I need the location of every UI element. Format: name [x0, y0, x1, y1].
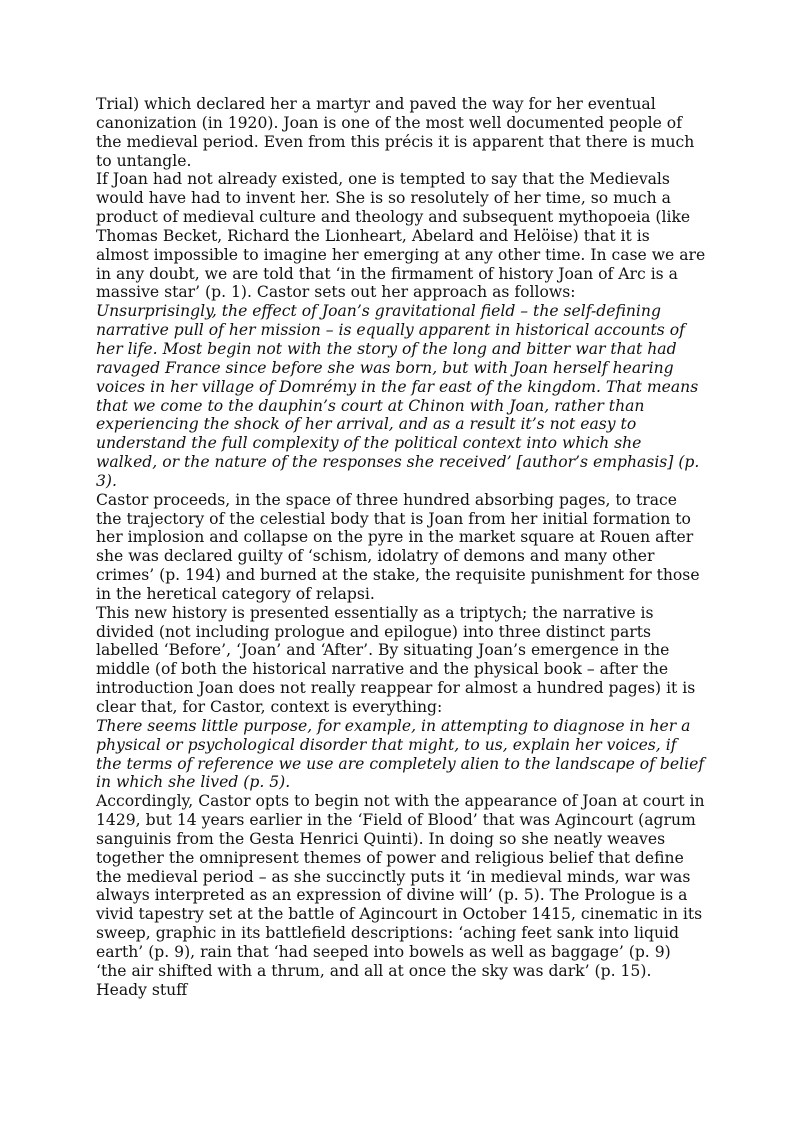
block-quote: Unsurprisingly, the effect of Joan’s gravitational field – the self-defining narrative pull of her mission – is equally apparent in historical accounts of her life. Most begin not with the story of the long and bitter war that had ravaged France since before she was born, but with Joan herself hearing voices in her village of Domrémy in the far east of the kingdom. That means that we come to the dauphin’s court at Chinon with Joan, rather than experiencing the shock of her arrival, and as a result it’s not easy to understand the full complexity of the political context into which she walked, or the nature of the responses she received’ [author’s emphasis] (p. 3). [96, 302, 700, 490]
document-page [96, 95, 706, 1000]
body-paragraph: Trial) which declared her a martyr and paved the way for her eventual canonization (in 1920). Joan is one of the most well documented people of the medieval period. Even from this précis it is apparent that there is much to untangle. [96, 95, 695, 170]
body-paragraph: Accordingly, Castor opts to begin not with the appearance of Joan at court in 1429, but 14 years earlier in the ‘Field of Blood’ that was Agincourt (agrum sanguinis from the Gesta Henrici Quinti). In doing so she neatly weaves together the omnipresent themes of power and religious belief that define the medieval period – as she succinctly puts it ‘in medieval minds, war was always interpreted as an expression of divine will’ (p. 5). The Prologue is a vivid tapestry set at the battle of Agincourt in October 1415, cinematic in its sweep, graphic in its battlefield descriptions: ‘aching feet sank into liquid earth’ (p. 9), rain that ‘had seeped into bowels as well as baggage’ (p. 9) ‘the air shifted with a thrum, and all at once the sky was dark’ (p. 15). Heady stuff [96, 792, 705, 999]
body-paragraph: Castor proceeds, in the space of three hundred absorbing pages, to trace the trajectory of the celestial body that is Joan from her initial formation to her implosion and collapse on the pyre in the market square at Rouen after she was declared guilty of ‘schism, idolatry of demons and many other crimes’ (p. 194) and burned at the stake, the requisite punishment for those in the heretical category of relapsi. [96, 490, 700, 603]
body-paragraph: If Joan had not already existed, one is tempted to say that the Medievals would have had to invent her. She is so resolutely of her time, so much a product of medieval culture and theology and subsequent mythopoeia (like Thomas Becket, Richard the Lionheart, Abelard and Helöise) that it is almost impossible to imagine her emerging at any other time. In case we are in any doubt, we are told that ‘in the firmament of history Joan of Arc is a massive star’ (p. 1). Castor sets out her approach as follows: [96, 170, 706, 302]
block-quote: There seems little purpose, for example, in attempting to diagnose in her a physical or psychological disorder that might, to us, explain her voices, if the terms of reference we use are completely alien to the landscape of belief in which she lived (p. 5). [96, 716, 705, 792]
body-paragraph: This new history is presented essentially as a triptych; the narrative is divided (not including prologue and epilogue) into three distinct parts labelled ‘Before’, ‘Joan’ and ‘After’. By situating Joan’s emergence in the middle (of both the historical narrative and the physical book – after the introduction Joan does not really reappear for almost a hundred pages) it is clear that, for Castor, context is everything: [96, 603, 696, 716]
